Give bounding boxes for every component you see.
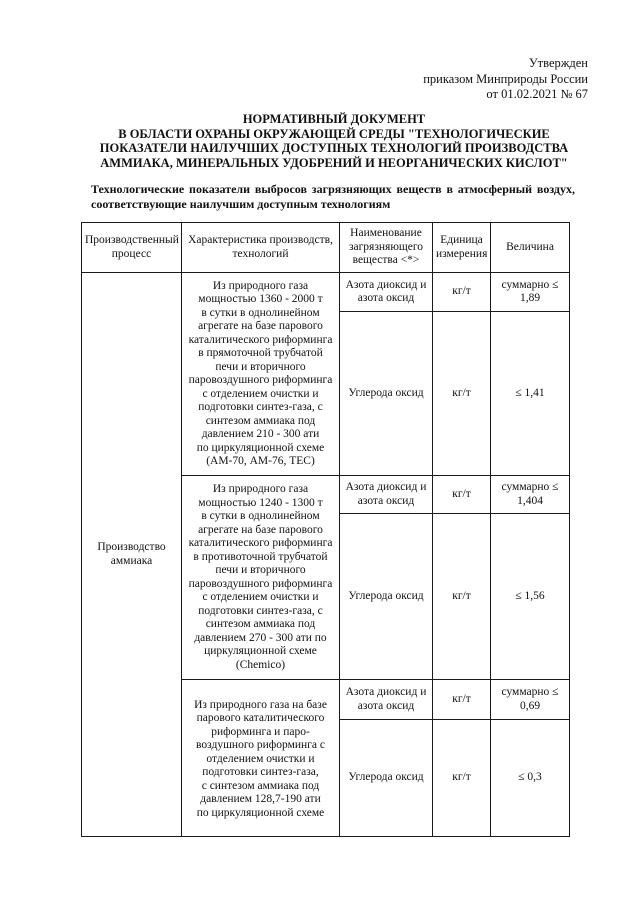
table-header-row — [82, 223, 570, 273]
heading-line-1: НОРМАТИВНЫЙ ДОКУМЕНТ — [242, 112, 426, 126]
approval-stamp — [423, 56, 588, 103]
technology-cell: Из природного газа мощностью 1240 - 1300 т в сутки в однолинейном агрегате на базе парового каталитического риформинга в противоточной трубчатой печи и вторичного паровоздушного риформинга с отделением очистки и подготовки синтез-газа, с синтезом аммиака под давлением 270 - 300 ати по циркуляционной схеме (Chemico) — [182, 476, 340, 680]
value-cell: суммарно ≤ 0,69 — [491, 680, 570, 720]
unit-cell: кг/т — [433, 476, 491, 514]
unit-cell: кг/т — [433, 312, 491, 476]
technology-cell: Из природного газа на базе парового каталитического риформинга и паро- воздушного риформинга с отделением очистки и подготовки синтез-газа, с синтезом аммиака под давлением 128,7-190 ати по циркуляционной схеме — [182, 680, 340, 837]
approval-line-3: от 01.02.2021 № 67 — [486, 87, 588, 101]
value-cell: ≤ 1,56 — [491, 514, 570, 680]
header-value: Величина — [491, 223, 570, 273]
value-cell: ≤ 1,41 — [491, 312, 570, 476]
pollutant-cell: Азота диоксид и азота оксид — [340, 680, 433, 720]
header-technology: Характеристика производств, технологий — [182, 223, 340, 273]
value-cell: суммарно ≤ 1,404 — [491, 476, 570, 514]
unit-cell: кг/т — [433, 680, 491, 720]
header-pollutant: Наименование загрязняющего вещества <*> — [340, 223, 433, 273]
document-heading — [96, 112, 572, 170]
caption-line-1: Технологические показатели выбросов загрязняющих веществ в атмосферный воздух, — [91, 182, 575, 196]
table-caption — [91, 182, 575, 212]
header-unit: Единица измерения — [433, 223, 491, 273]
pollutant-cell: Углерода оксид — [340, 312, 433, 476]
header-process: Производственный процесс — [82, 223, 182, 273]
process-cell: Производство аммиака — [82, 273, 182, 837]
pollutant-cell: Углерода оксид — [340, 720, 433, 837]
pollutant-cell: Азота диоксид и азота оксид — [340, 476, 433, 514]
unit-cell: кг/т — [433, 273, 491, 312]
pollutant-cell: Азота диоксид и азота оксид — [340, 273, 433, 312]
heading-line-4: АММИАКА, МИНЕРАЛЬНЫХ УДОБРЕНИЙ И НЕОРГАНИЧЕСКИХ КИСЛОТ" — [100, 155, 568, 170]
heading-line-3: ПОКАЗАТЕЛИ НАИЛУЧШИХ ДОСТУПНЫХ ТЕХНОЛОГИЙ ПРОИЗВОДСТВА — [99, 141, 569, 155]
heading-line-2: В ОБЛАСТИ ОХРАНЫ ОКРУЖАЮЩЕЙ СРЕДЫ "ТЕХНОЛОГИЧЕСКИЕ — [118, 126, 550, 141]
approval-line-2: приказом Минприроды России — [423, 71, 588, 86]
unit-cell: кг/т — [433, 514, 491, 680]
value-cell: ≤ 0,3 — [491, 720, 570, 837]
caption-line-2: соответствующие наилучшим доступным технологиям — [91, 197, 391, 211]
unit-cell: кг/т — [433, 720, 491, 837]
emissions-table — [81, 222, 570, 837]
pollutant-cell: Углерода оксид — [340, 514, 433, 680]
technology-cell: Из природного газа мощностью 1360 - 2000 т в сутки в однолинейном агрегате на базе парового каталитического риформинга в прямоточной трубчатой печи и вторичного паровоздушного риформинга с отделением очистки и подготовки синтез-газа, с синтезом аммиака под давлением 210 - 300 ати по циркуляционной схеме (АМ-70, АМ-76, ТЕС) — [182, 273, 340, 476]
approval-line-1: Утвержден — [528, 56, 588, 70]
table-row — [82, 273, 570, 312]
value-cell: суммарно ≤ 1,89 — [491, 273, 570, 312]
